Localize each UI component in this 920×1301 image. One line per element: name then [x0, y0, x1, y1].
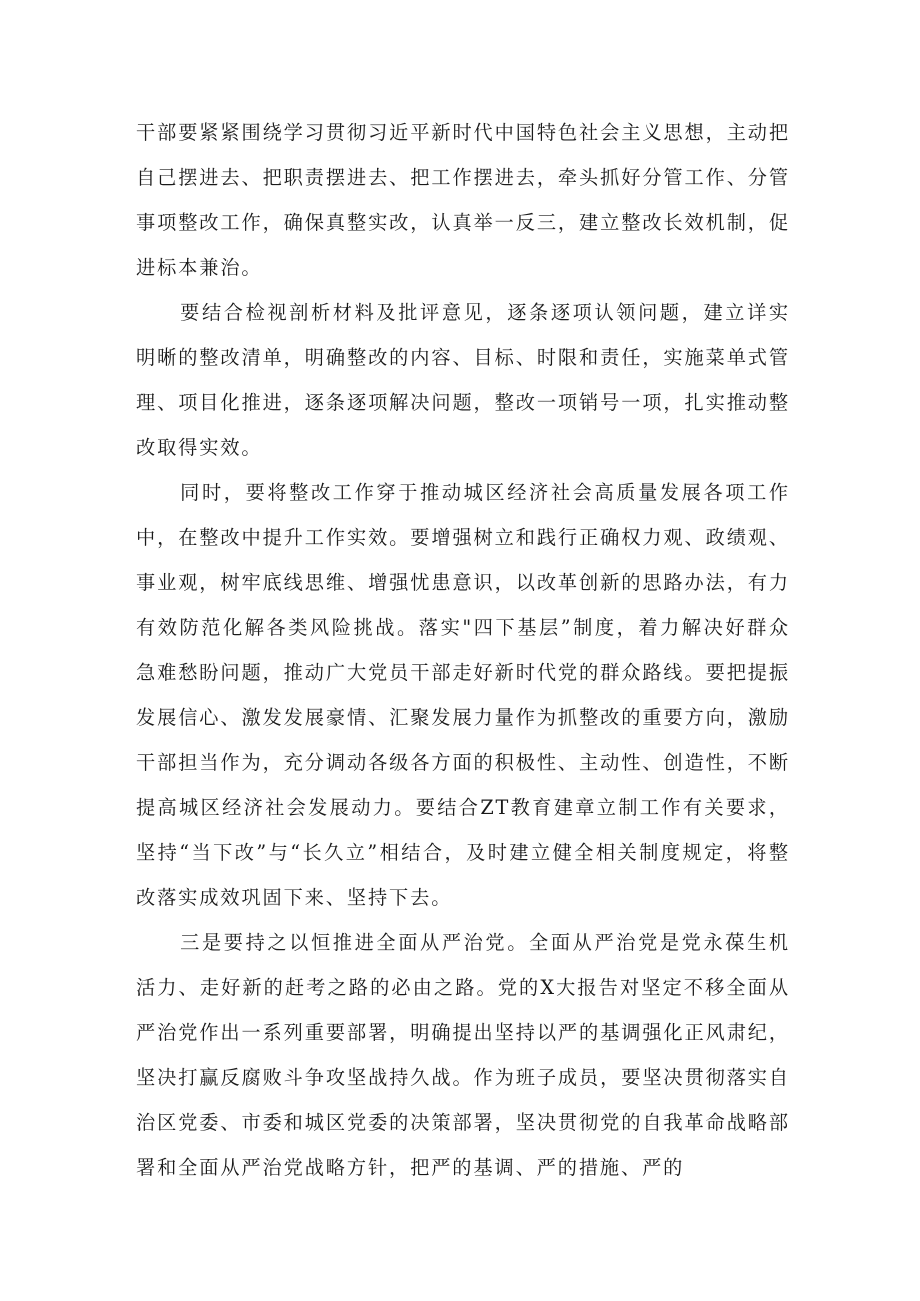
paragraph-rectification-list: 要结合检视剖析材料及批评意见，逐条逐项认领问题，建立详实明晰的整改清单，明确整改的内容、目标、时限和责任，实施菜单式管理、项目化推进，逐条逐项解决问题，整改一项销号一项，扎实推动整改取得实效。 [136, 301, 790, 459]
document-body [136, 110, 790, 1190]
paragraph-continuation: 干部要紧紧围绕学习贯彻习近平新时代中国特色社会主义思想，主动把自己摆进去、把职责摆进去、把工作摆进去，牵头抓好分管工作、分管事项整改工作，确保真整实改，认真举一反三，建立整改长效机制，促进标本兼治。 [136, 121, 790, 279]
paragraph-strict-party-governance: 三是要持之以恒推进全面从严治党。全面从严治党是党永葆生机活力、走好新的赶考之路的必由之路。党的X大报告对坚定不移全面从严治党作出一系列重要部署，明确提出坚持以严的基调强化正风肃纪，坚决打赢反腐败斗争攻坚战持久战。作为班子成员，要坚决贯彻落实自治区党委、市委和城区党委的决策部署，坚决贯彻党的自我革命战略部署和全面从严治党战略方针，把严的基调、严的措施、严的 [136, 931, 790, 1179]
paragraph-rectification-development: 同时，要将整改工作穿于推动城区经济社会高质量发展各项工作中，在整改中提升工作实效。要增强树立和践行正确权力观、政绩观、事业观，树牢底线思维、增强忧患意识，以改革创新的思路办法，有力有效防范化解各类风险挑战。落实"四下基层”制度，着力解决好群众急难愁盼问题，推动广大党员干部走好新时代党的群众路线。要把提振发展信心、激发发展豪情、汇聚发展力量作为抓整改的重要方向，激励干部担当作为，充分调动各级各方面的积极性、主动性、创造性，不断提高城区经济社会发展动力。要结合ZT教育建章立制工作有关要求，坚持“当下改”与“长久立”相结合，及时建立健全相关制度规定，将整改落实成效巩固下来、坚持下去。 [136, 481, 790, 909]
